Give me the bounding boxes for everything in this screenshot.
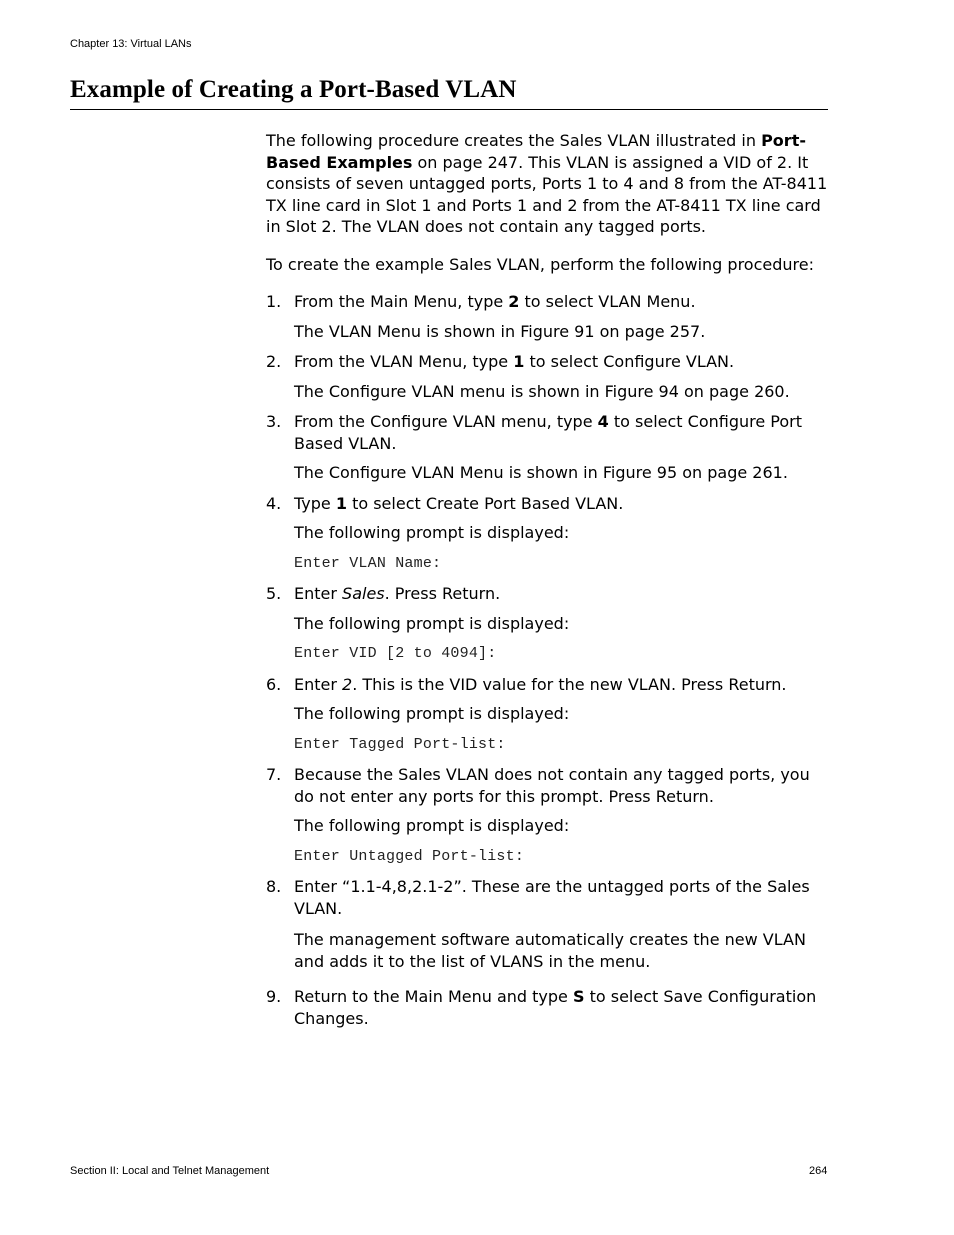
footer-section-label: Section II: Local and Telnet Management xyxy=(70,1165,270,1177)
step-number: 9. xyxy=(266,987,282,1006)
step-note: The following prompt is displayed: xyxy=(294,523,570,542)
step-instruction: Return to the Main Menu and type S to select Save Configuration Changes. xyxy=(294,987,817,1028)
step-instruction: From the Configure VLAN menu, type 4 to select Configure Port Based VLAN. xyxy=(294,412,802,453)
step-note: The following prompt is displayed: xyxy=(294,816,570,835)
step-note: The following prompt is displayed: xyxy=(294,613,570,633)
step-8 xyxy=(266,876,830,972)
step-number: 6. xyxy=(266,674,282,694)
cross-reference-link[interactable]: Port-Based Examples xyxy=(266,131,806,172)
step-4 xyxy=(266,493,830,575)
step-instruction: Because the Sales VLAN does not contain any tagged ports, you do not enter any ports for this prompt. Press Return. xyxy=(294,765,810,806)
step-1 xyxy=(266,291,830,342)
step-9 xyxy=(266,986,830,1029)
step-2 xyxy=(266,351,830,402)
step-note: The VLAN Menu is shown in Figure 91 on page 257. xyxy=(294,321,706,341)
step-note: The following prompt is displayed: xyxy=(294,704,570,723)
step-note: The Configure VLAN menu is shown in Figure 94 on page 260. xyxy=(294,381,790,401)
step-instruction: Enter 2. This is the VID value for the new VLAN. Press Return. xyxy=(294,674,787,694)
intro-text-suffix: on page 247. This VLAN is assigned a VID of 2. It consists of seven untagged ports, Ports 1 to 4 and 8 from the AT-8411 TX line card in Slot 1 and Ports 1 and 2 from the AT-8411 TX line card in Slot 2. The VLAN does not contain any tagged ports. xyxy=(266,152,828,236)
prompt-code: Enter VLAN Name: xyxy=(294,554,442,572)
step-instruction: From the Main Menu, type 2 to select VLAN Menu. xyxy=(294,292,696,311)
running-head: Chapter 13: Virtual LANs xyxy=(70,38,192,50)
prompt-code: Enter Tagged Port-list: xyxy=(294,735,506,753)
step-instruction: Type 1 to select Create Port Based VLAN. xyxy=(294,493,624,513)
prompt-code: Enter VID [2 to 4094]: xyxy=(294,645,497,662)
intro-text-prefix: The following procedure creates the Sales VLAN illustrated in xyxy=(266,131,762,150)
step-note: The management software automatically creates the new VLAN and adds it to the list of VLANS in the menu. xyxy=(294,930,806,971)
step-number: 2. xyxy=(266,352,282,371)
step-3 xyxy=(266,411,830,484)
step-number: 7. xyxy=(266,765,282,784)
body-content xyxy=(266,130,830,1038)
step-instruction: Enter Sales. Press Return. xyxy=(294,584,501,603)
step-7 xyxy=(266,764,830,867)
step-number: 3. xyxy=(266,412,282,431)
step-number: 1. xyxy=(266,292,282,311)
step-instruction: From the VLAN Menu, type 1 to select Configure VLAN. xyxy=(294,352,735,371)
section-title: Example of Creating a Port-Based VLAN xyxy=(70,76,517,103)
intro-paragraph xyxy=(266,130,830,238)
step-note: The Configure VLAN Menu is shown in Figure 95 on page 261. xyxy=(294,463,788,482)
step-5 xyxy=(266,583,830,665)
step-number: 4. xyxy=(266,493,282,513)
prompt-code: Enter Untagged Port-list: xyxy=(294,847,525,865)
title-rule xyxy=(70,109,828,110)
step-number: 8. xyxy=(266,877,282,896)
step-instruction: Enter “1.1-4,8,2.1-2”. These are the untagged ports of the Sales VLAN. xyxy=(294,877,810,918)
procedure-steps xyxy=(266,291,830,1029)
page-number: 264 xyxy=(809,1165,828,1177)
step-number: 5. xyxy=(266,584,282,603)
procedure-lead: To create the example Sales VLAN, perform the following procedure: xyxy=(266,254,814,274)
step-6 xyxy=(266,674,830,756)
